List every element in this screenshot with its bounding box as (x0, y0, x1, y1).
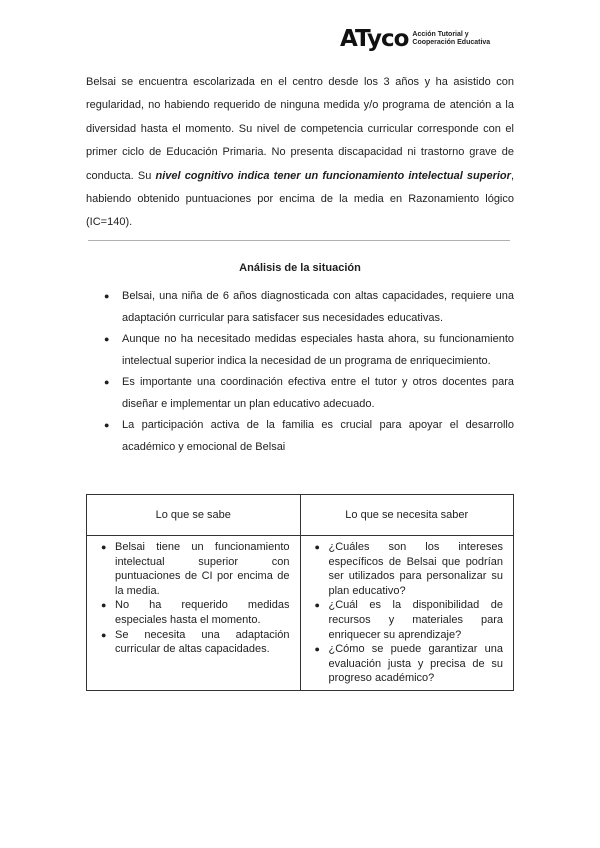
section-divider (88, 240, 510, 241)
intro-emphasis: nivel cognitivo indica tener un funcionamiento intelectual superior (155, 169, 511, 182)
analysis-item-text: La participación activa de la familia es crucial para apoyar el desarrollo académico y emocional de Belsai (122, 419, 514, 453)
needed-item-text: ¿Cuáles son los intereses específicos de Belsai que podrían ser utilizados para personalizar su plan educativo? (328, 541, 503, 597)
column-header-needed: Lo que se necesita saber (300, 495, 514, 536)
bullet-icon: ● (104, 420, 110, 430)
analysis-item-text: Es importante una coordinación efectiva entre el tutor y otros docentes para diseñar e implementar un plan educativo adecuado. (122, 376, 514, 410)
known-item (101, 598, 290, 627)
column-header-known: Lo que se sabe (87, 495, 301, 536)
logo-tagline (412, 31, 490, 47)
bullet-icon: ● (314, 644, 320, 655)
needed-item (315, 598, 504, 642)
logo-mark: ATyco (340, 25, 409, 52)
known-item (101, 540, 290, 598)
known-item-text: Belsai tiene un funcionamiento intelectual superior con puntuaciones de CI por encima de la media. (115, 541, 290, 597)
analysis-list (86, 286, 514, 458)
needed-cell (300, 536, 514, 691)
analysis-item (86, 329, 514, 372)
bullet-icon: ● (101, 600, 107, 611)
bullet-icon: ● (314, 542, 320, 552)
needed-item-text: ¿Cómo se puede garantizar una evaluación justa y precisa de su progreso académico? (328, 643, 503, 685)
bullet-icon: ● (314, 600, 320, 611)
needed-list (315, 540, 504, 686)
bullet-icon: ● (101, 542, 107, 552)
analysis-item (86, 372, 514, 415)
known-list (101, 540, 290, 657)
analysis-item-text: Belsai, una niña de 6 años diagnosticada con altas capacidades, requiere una adaptación curricular para satisfacer sus necesidades educativas. (122, 290, 514, 324)
intro-text-start: Belsai se encuentra escolarizada en el centro desde los 3 años y ha asistido con regularidad, no habiendo requerido de ninguna medida y/o programa de atención a la diversidad hasta el momento. Su nivel de competencia curricular corresponde con el primer ciclo de Educación Primaria. No presenta discapacidad ni trastorno grave de conducta. Su (86, 76, 514, 182)
needed-item-text: ¿Cuál es la disponibilidad de recursos y materiales para enriquecer su aprendizaje? (328, 599, 503, 641)
analysis-title: Análisis de la situación (239, 262, 361, 274)
logo-tagline-line1: Acción Tutorial y (412, 31, 469, 38)
known-item-text: No ha requerido medidas especiales hasta el momento. (115, 599, 290, 626)
known-cell (87, 536, 301, 691)
intro-paragraph (86, 71, 514, 235)
known-item (101, 628, 290, 657)
analysis-item (86, 286, 514, 329)
logo-tagline-line2: Cooperación Educativa (412, 39, 491, 46)
analysis-item-text: Aunque no ha necesitado medidas especiales hasta ahora, su funcionamiento intelectual superior indica la necesidad de un programa de enriquecimiento. (122, 333, 514, 367)
bullet-icon: ● (101, 629, 107, 640)
table-row (87, 536, 514, 691)
needed-item (315, 540, 504, 598)
table-header-row (87, 495, 514, 536)
bullet-icon: ● (104, 291, 110, 301)
bullet-icon: ● (104, 377, 110, 387)
analysis-item (86, 415, 514, 458)
bullet-icon: ● (104, 334, 110, 344)
known-needed-table (86, 494, 514, 691)
atyco-logo (340, 26, 490, 52)
needed-item (315, 642, 504, 686)
known-item-text: Se necesita una adaptación curricular de altas capacidades. (115, 628, 290, 656)
intro-text-end: , habiendo obtenido puntuaciones por encima de la media en Razonamiento lógico (IC=140). (86, 169, 514, 229)
